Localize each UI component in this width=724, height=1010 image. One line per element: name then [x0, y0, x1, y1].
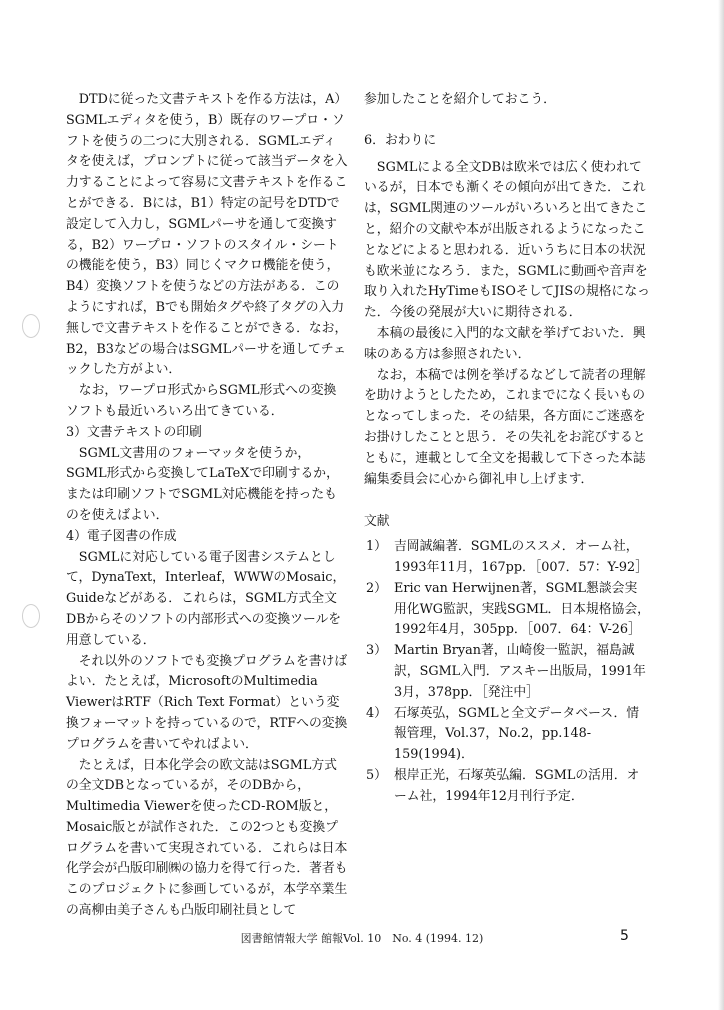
continued-text: 参加したことを紹介しておこう．	[364, 92, 556, 107]
reference-item	[364, 537, 650, 579]
page-number: 5	[620, 928, 629, 944]
section-title: 6．おわりに	[364, 132, 437, 148]
subsection-heading: 4）電子図書の作成	[66, 528, 177, 544]
body-paragraph: SGMLによる全文DBは欧米では広く使われているが，日本でも漸くその傾向が出てきた．これは，SGML関連のツールがいろいろと出てきたこと，紹介の文献や本が出版されるようになったことなどによると思われる．近いうちに日本の状況も欧米並になろう．また，SGMLに動画や音声を取り入れたHyTimeもISOそしてJISの規格になった．今後の発展が大いに期待される．	[364, 159, 650, 321]
reference-text: 石塚英弘，SGMLと全文データベース．情報管理，Vol.37，No.2，pp.148-159(1994)．	[394, 705, 640, 763]
body-paragraph: SGML文書用のフォーマッタを使うか，SGML形式から変換してLaTeXで印刷するか，または印刷ソフトでSGML対応機能を持ったものを使えばよい．	[66, 445, 339, 523]
page-edge-shadow	[718, 0, 724, 1010]
references-list	[364, 537, 650, 807]
reference-item	[364, 704, 650, 766]
reference-item	[364, 641, 650, 703]
body-paragraph: なお，本稿では例を挙げるなどして読者の理解を助けようとしたため，これまでになく長いものとなってしまった．その結果，各方面にご迷惑をお掛けしたことと思う．その失礼をお詫びするとともに，連載として全文を掲載して下さった本誌編集委員会に心から御礼申し上げます．	[364, 367, 646, 487]
references-title: 文献	[364, 514, 390, 530]
binding-hole-mark	[22, 314, 40, 338]
reference-number: 2）	[366, 580, 387, 596]
body-paragraph: それ以外のソフトでも変換プログラムを書けばよい．たとえば，MicrosoftのMultimedia ViewerはRTF（Rich Text Format）という変換フォーマットを持っているので，RTFへの変換プログラムを書いてやればよい．	[66, 653, 348, 752]
journal-footer: 図書館情報大学 館報Vol. 10 No. 4 (1994. 12)	[240, 932, 484, 945]
reference-item	[364, 766, 650, 808]
left-column	[66, 90, 348, 922]
reference-number: 5）	[366, 767, 387, 783]
reference-item	[364, 579, 650, 641]
body-paragraph: DTDに従った文書テキストを作る方法は，A）SGMLエディタを使う，B）既存のワープロ・ソフトを使うの二つに大別される．SGMLエディタを使えば，プロンプトに従って該当データを入力することによって容易に文書テキストを作ることができる．Bには，B1）特定の記号をDTDで設定して入力し，SGMLパーサを通して変換する，B2）ワープロ・ソフトのスタイル・シートの機能を使う，B3）同じくマクロ機能を使う，B4）変換ソフトを使うなどの方法がある．このようにすれば，Bでも開始タグや終了タグの入力無しで文書テキストを作ることができる．なお，B2，B3などの場合はSGMLパーサを通してチェックした方がよい．	[66, 92, 348, 378]
body-paragraph: たとえば，日本化学会の欧文誌はSGML方式の全文DBとなっているが，そのDBから，Multimedia Viewerを使ったCD-ROM版と，Mosaic版とが試作された．この2つとも変換プログラムを書いて実現されている．これらは日本化学会が凸版印刷㈱の協力を得て行った．著者もこのプロジェクトに参画しているが，本学卒業生の高柳由美子さんも凸版印刷社員として	[66, 757, 348, 919]
reference-number: 4）	[366, 705, 387, 721]
reference-text: Eric van Herwijnen著，SGML懇談会実用化WG監訳，実践SGML．日本規格協会，1992年4月，305pp．［007．64：V-26］	[394, 580, 650, 638]
body-paragraph: SGMLに対応している電子図書システムとして，DynaText，Interleaf，WWWのMosaic，Guideなどがある．これらは，SGML方式全文DBからそのソフトの内部形式への変換ツールを用意している．	[66, 549, 346, 648]
body-paragraph: 本稿の最後に入門的な文献を挙げておいた．興味のある方は参照されたい．	[364, 325, 646, 362]
reference-text: 吉岡誠編著．SGMLのススメ．オーム社，1993年11月，167pp．［007．57：Y-92］	[394, 539, 648, 575]
binding-hole-mark	[22, 604, 40, 628]
body-paragraph: なお，ワープロ形式からSGML形式への変換ソフトも最近いろいろ出てきている．	[66, 383, 337, 419]
reference-text: Martin Bryan著，山崎俊一監訳，福島誠訳，SGML入門．アスキー出版局，1991年3月，378pp．［発注中］	[394, 643, 646, 700]
reference-number: 3）	[366, 643, 387, 659]
right-column	[364, 90, 650, 808]
subsection-heading: 3）文書テキストの印刷	[66, 424, 202, 440]
reference-number: 1）	[366, 539, 387, 555]
reference-text: 根岸正光，石塚英弘編．SGMLの活用．オーム社，1994年12月刊行予定．	[394, 767, 640, 804]
